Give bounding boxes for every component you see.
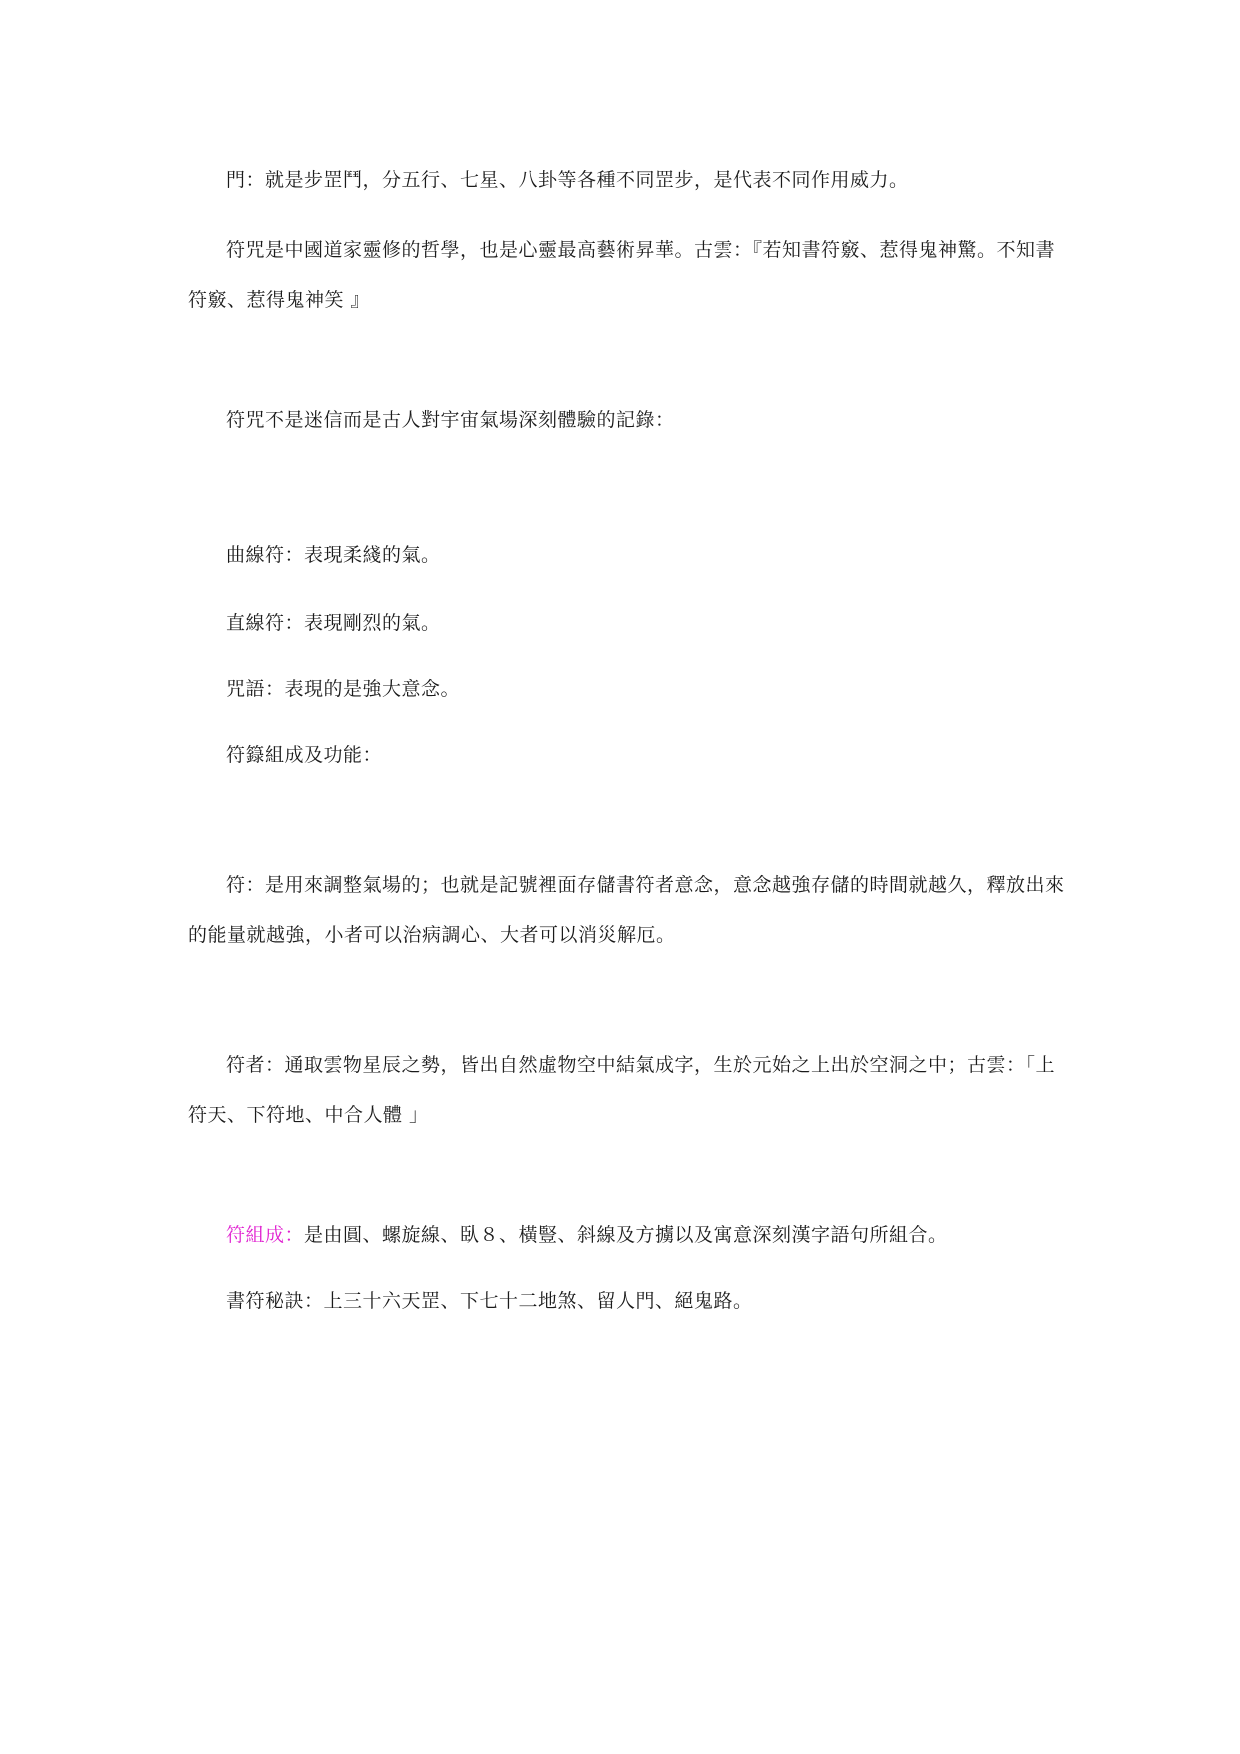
composition-label: 符組成：: [226, 1224, 305, 1246]
paragraph-curved-talisman: 曲線符：表現柔綫的氣。: [226, 544, 441, 566]
paragraph-incantation: 咒語：表現的是強大意念。: [226, 678, 461, 700]
paragraph-talisman-philosophy: 符咒是中國道家靈修的哲學，也是心靈最高藝術昇華。古雲：『若知書符竅、惹得鬼神驚。不知書符竅、惹得鬼神笑 』: [188, 239, 1056, 311]
paragraph-straight-talisman: 直線符：表現剛烈的氣。: [226, 612, 441, 634]
paragraph-steps: 門：就是步罡鬥，分五行、七星、八卦等各種不同罡步，是代表不同作用威力。: [226, 169, 909, 191]
paragraph-composition-heading: 符籙組成及功能：: [226, 744, 383, 766]
paragraph-talisman-writer: 符者：通取雲物星辰之勢，皆出自然虛物空中結氣成字，生於元始之上出於空洞之中；古雲：「上符天、下符地、中合人體 」: [188, 1054, 1056, 1126]
paragraph-writing-secret: 書符秘訣：上三十六天罡、下七十二地煞、留人門、絕鬼路。: [226, 1290, 753, 1312]
composition-text: 是由圓、螺旋線、臥８、橫豎、斜線及方擄以及寓意深刻漢字語句所組合。: [304, 1224, 948, 1246]
paragraph-not-superstition: 符咒不是迷信而是古人對宇宙氣場深刻體驗的記錄：: [226, 409, 675, 431]
paragraph-talisman-composition: [188, 1210, 1068, 1260]
paragraph-talisman-function: 符：是用來調整氣場的；也就是記號裡面存儲書符者意念，意念越強存儲的時間就越久，釋放出來的能量就越強，小者可以治病調心、大者可以消災解厄。: [188, 874, 1065, 946]
